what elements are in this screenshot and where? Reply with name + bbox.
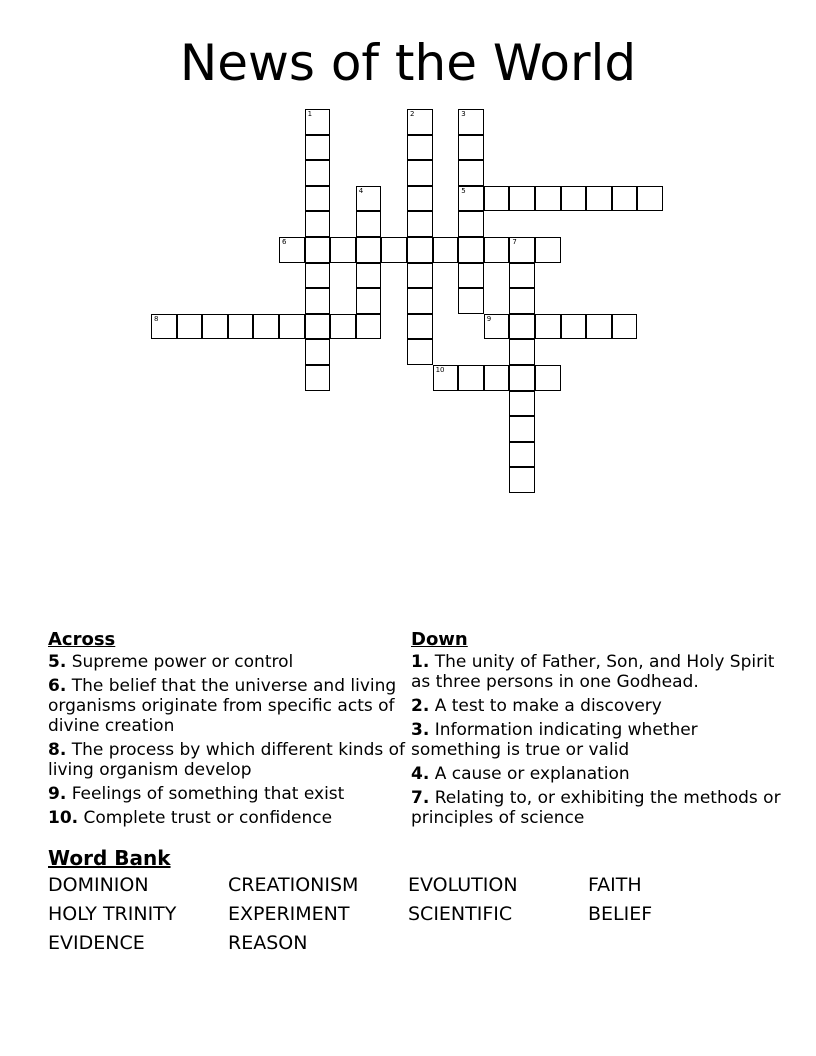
grid-cell[interactable] [356, 263, 382, 289]
page-title: News of the World [179, 34, 637, 92]
grid-cell[interactable] [586, 186, 612, 212]
clue-text: Relating to, or exhibiting the methods or principles of science [411, 788, 781, 828]
cell-number: 10 [435, 366, 445, 374]
grid-cell[interactable] [305, 339, 331, 365]
word-bank [48, 873, 788, 955]
grid-cell[interactable] [305, 263, 331, 289]
word-bank-item: EXPERIMENT [228, 903, 350, 925]
grid-cell[interactable] [535, 365, 561, 391]
grid-cell[interactable] [509, 186, 535, 212]
word-bank-item: DOMINION [48, 874, 149, 896]
grid-cell[interactable] [458, 109, 484, 135]
clue-text: A cause or explanation [434, 764, 630, 784]
word-bank-item: HOLY TRINITY [48, 903, 177, 925]
grid-cell[interactable] [305, 237, 331, 263]
across-heading: Across [48, 629, 116, 650]
grid-cell[interactable] [407, 109, 433, 135]
word-bank-item: BELIEF [588, 903, 653, 925]
grid-cell[interactable] [509, 416, 535, 442]
clue-down [411, 788, 783, 828]
clue-text: Feelings of something that exist [71, 784, 345, 804]
grid-cell[interactable] [484, 365, 510, 391]
word-bank-title: Word Bank [48, 846, 171, 870]
grid-cell[interactable] [407, 135, 433, 161]
grid-cell[interactable] [484, 186, 510, 212]
cell-number: 3 [461, 110, 466, 118]
grid-cell[interactable] [305, 109, 331, 135]
grid-cell[interactable] [279, 314, 305, 340]
grid-cell[interactable] [458, 263, 484, 289]
grid-cell[interactable] [407, 263, 433, 289]
clue-across [48, 676, 408, 736]
grid-cell[interactable] [407, 186, 433, 212]
cell-number: 8 [154, 314, 159, 323]
grid-cell[interactable] [458, 211, 484, 237]
grid-cell[interactable] [330, 314, 356, 340]
grid-cell[interactable] [305, 314, 331, 340]
grid-cell[interactable] [535, 237, 561, 263]
grid-cell[interactable] [305, 186, 331, 212]
clue-number: 9. [48, 784, 67, 804]
grid-cell[interactable] [228, 314, 254, 340]
grid-cell[interactable] [177, 314, 203, 340]
word-bank-item: SCIENTIFIC [408, 903, 513, 925]
clue-number: 8. [48, 740, 67, 760]
clue-text: Information indicating whether something is true or valid [411, 720, 698, 760]
grid-cell[interactable] [356, 288, 382, 314]
cell-number: 5 [461, 186, 466, 195]
grid-cell[interactable] [433, 365, 459, 391]
down-heading: Down [411, 629, 468, 650]
clue-text: Complete trust or confidence [83, 808, 333, 828]
grid-cell[interactable] [305, 365, 331, 391]
clue-number: 6. [48, 676, 67, 696]
grid-cell[interactable] [407, 237, 433, 263]
grid-cell[interactable] [612, 314, 638, 340]
grid-cell[interactable] [561, 186, 587, 212]
clue-number: 7. [411, 788, 430, 808]
clue-down [411, 696, 783, 716]
grid-cell[interactable] [305, 211, 331, 237]
grid-cell[interactable] [356, 211, 382, 237]
grid-cell[interactable] [637, 186, 663, 212]
grid-cell[interactable] [484, 237, 510, 263]
cell-number: 7 [512, 238, 517, 246]
grid-cell[interactable] [433, 237, 459, 263]
clue-text: The belief that the universe and living organisms originate from specific acts of divine creation [48, 676, 397, 736]
grid-cell[interactable] [330, 237, 356, 263]
grid-cell[interactable] [356, 237, 382, 263]
grid-cell[interactable] [509, 314, 535, 340]
grid-cell[interactable] [407, 160, 433, 186]
cell-number: 6 [282, 238, 287, 246]
word-bank-item: FAITH [588, 874, 642, 896]
grid-cell[interactable] [202, 314, 228, 340]
across-clues [48, 628, 408, 832]
clue-number: 5. [48, 652, 67, 672]
grid-cell[interactable] [535, 186, 561, 212]
clue-number: 3. [411, 720, 430, 740]
crossword-grid [0, 0, 816, 520]
grid-cell[interactable] [381, 237, 407, 263]
grid-cell[interactable] [151, 314, 177, 340]
clue-text: A test to make a discovery [434, 696, 662, 716]
clue-down [411, 764, 783, 784]
grid-cell[interactable] [356, 186, 382, 212]
grid-cell[interactable] [407, 211, 433, 237]
grid-cell[interactable] [509, 263, 535, 289]
word-bank-item: REASON [228, 932, 308, 954]
grid-cell[interactable] [484, 314, 510, 340]
grid-cell[interactable] [458, 160, 484, 186]
word-bank-item: EVOLUTION [408, 874, 518, 896]
grid-cell[interactable] [509, 442, 535, 468]
grid-cell[interactable] [458, 186, 484, 212]
grid-cell[interactable] [253, 314, 279, 340]
clue-number: 1. [411, 652, 430, 672]
grid-cell[interactable] [305, 135, 331, 161]
grid-cell[interactable] [509, 237, 535, 263]
cell-number: 9 [486, 314, 492, 323]
cell-number: 2 [410, 110, 415, 118]
grid-cell[interactable] [509, 391, 535, 417]
clue-down [411, 652, 783, 692]
clue-number: 2. [411, 696, 430, 716]
grid-cell[interactable] [279, 237, 305, 263]
grid-cell[interactable] [509, 365, 535, 391]
grid-cell[interactable] [458, 365, 484, 391]
grid-cell[interactable] [458, 288, 484, 314]
grid-cell[interactable] [407, 288, 433, 314]
grid-cell[interactable] [305, 288, 331, 314]
grid-cell[interactable] [612, 186, 638, 212]
grid-cell[interactable] [509, 288, 535, 314]
grid-cell[interactable] [509, 339, 535, 365]
grid-cell[interactable] [561, 314, 587, 340]
grid-cell[interactable] [305, 160, 331, 186]
cell-number: 4 [358, 186, 364, 195]
grid-cell[interactable] [458, 135, 484, 161]
grid-cell[interactable] [407, 339, 433, 365]
grid-cell[interactable] [509, 467, 535, 493]
clue-across [48, 784, 408, 804]
clue-text: Supreme power or control [71, 652, 294, 672]
clue-number: 10. [48, 808, 79, 828]
grid-cell[interactable] [458, 237, 484, 263]
clue-down [411, 720, 783, 760]
clue-number: 4. [411, 764, 430, 784]
grid-cell[interactable] [535, 314, 561, 340]
cell-number: 1 [307, 110, 313, 118]
grid-cell[interactable] [586, 314, 612, 340]
word-bank-item: CREATIONISM [228, 874, 359, 896]
grid-cell[interactable] [356, 314, 382, 340]
down-clues [411, 628, 783, 832]
clue-text: The unity of Father, Son, and Holy Spirit as three persons in one Godhead. [411, 652, 775, 692]
clue-text: The process by which different kinds of living organism develop [48, 740, 406, 780]
clue-across [48, 652, 408, 672]
clue-across [48, 808, 408, 828]
word-bank-item: EVIDENCE [48, 932, 145, 954]
clue-across [48, 740, 408, 780]
grid-cell[interactable] [407, 314, 433, 340]
